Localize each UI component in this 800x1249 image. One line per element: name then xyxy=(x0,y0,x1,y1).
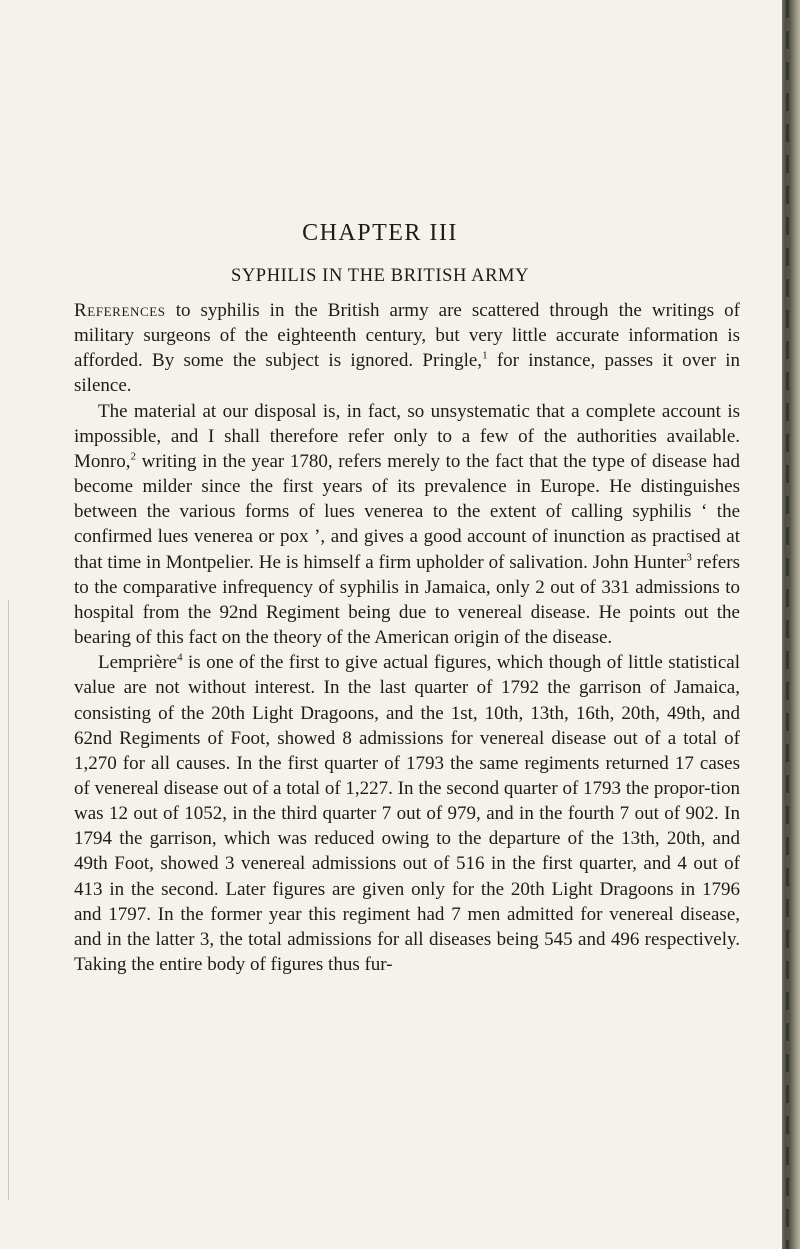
footnote-marker[interactable]: 1 xyxy=(482,349,488,362)
text-segment: for instance, passes it over in silence. xyxy=(74,350,740,397)
text-segment: The material at our disposal is, in fact, so unsystematic that a complete account is impossible, and I shall therefore refer only to a few of the authorities available. Monro, xyxy=(74,400,740,472)
footnote-marker[interactable]: 3 xyxy=(686,551,692,564)
text-segment: refers to the comparative infrequency of syphilis in Jamaica, only 2 out of 331 admissions to hospital from the 92nd Regiment being due to venereal disease. He points out the bearing of this fact on the theory of the American origin of the disease. xyxy=(74,551,740,649)
paragraph-3 xyxy=(74,650,740,977)
paragraph-1 xyxy=(74,298,740,399)
body-text xyxy=(74,298,740,977)
page-edge-line xyxy=(8,600,9,1200)
paragraph-2 xyxy=(74,399,740,651)
book-binding-edge xyxy=(782,0,800,1249)
footnote-marker[interactable]: 4 xyxy=(177,651,183,664)
chapter-subtitle: SYPHILIS IN THE BRITISH ARMY xyxy=(230,266,530,286)
text-segment: to syphilis in the British army are scattered through the writings of military surgeons of the eighteenth century, but very little accurate information is afforded. By some the subject is ignored. Pringle, xyxy=(74,300,740,372)
text-segment: Lemprière xyxy=(98,652,178,674)
text-segment: is one of the first to give actual figures, which though of little statistical value are not without interest. In the last quarter of 1792 the garrison of Jamaica, consisting of the 20th Light Dragoons, and the 1st, 10th, 13th, 16th, 20th, 49th, and 62nd Regiments of Foot, showed 8 admissions for venereal disease out of a total of 1,270 for all causes. In the first quarter of 1793 the same regiments returned 17 cases of venereal disease out of a total of 1,227. In the second quarter of 1793 the propor-tion was 12 out of 1052, in the third quarter 7 out of 979, and in the fourth 7 out of 902. In 1794 the garrison, which was reduced owing to the departure of the 13th, 20th, and 49th Foot, showed 3 venereal admissions out of 516 in the first quarter, and 4 out of 413 in the second. Later figures are given only for the 20th Light Dragoons in 1796 and 1797. In the former year this regiment had 7 men admitted for venereal disease, and in the latter 3, the total admissions for all diseases being 545 and 496 respectively. Taking the entire body of figures thus fur- xyxy=(74,652,740,976)
paragraph-lead-word: References xyxy=(74,300,166,321)
chapter-title: CHAPTER III xyxy=(302,220,458,246)
footnote-marker[interactable]: 2 xyxy=(130,450,136,463)
text-segment: writing in the year 1780, refers merely to the fact that the type of disease had become milder since the first years of its prevalence in Europe. He distinguishes between the various forms of lues venerea to the extent of calling syphilis ‘ the confirmed lues venerea or pox ’, and gives a good account of inunction as practised at that time in Montpelier. He is himself a firm upholder of salivation. John Hunter xyxy=(74,450,740,573)
